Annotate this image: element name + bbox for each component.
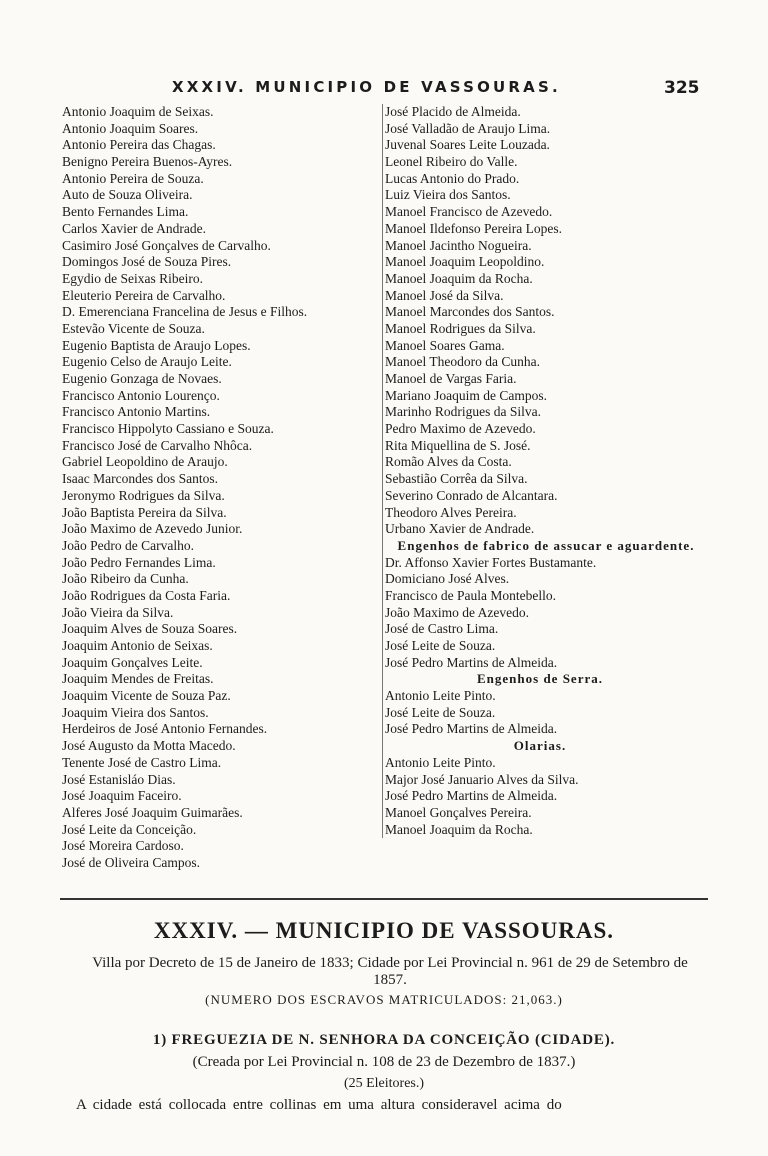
name-entry: Bento Fernandes Lima.: [62, 204, 189, 220]
name-entry: Alferes José Joaquim Guimarães.: [62, 804, 243, 820]
name-entry: José de Oliveira Campos.: [62, 854, 200, 870]
name-entry: Romão Alves da Costa.: [385, 454, 512, 470]
name-entry: Domingos José de Souza Pires.: [62, 254, 232, 270]
name-entry: Mariano Joaquim de Campos.: [385, 387, 547, 403]
engenho-owner-entry: Antonio Leite Pinto.: [385, 688, 496, 704]
name-entry: Antonio Pereira de Souza.: [62, 170, 204, 186]
name-entry: João Maximo de Azevedo Junior.: [62, 521, 243, 537]
name-entry: José Estanisláo Dias.: [62, 771, 176, 787]
name-entry: Auto de Souza Oliveira.: [62, 187, 193, 203]
olaria-owner-entry: Antonio Leite Pinto.: [385, 754, 496, 770]
name-entry: Manoel Jacintho Nogueira.: [385, 237, 532, 253]
engenhos-serra-list: [385, 688, 695, 738]
parish-created: (Creada por Lei Provincial n. 108 de 23 de Dezembro de 1837.): [192, 1054, 576, 1070]
engenho-owner-entry: João Maximo de Azevedo.: [385, 604, 529, 620]
name-entry: João Pedro de Carvalho.: [62, 537, 194, 553]
name-entry: Sebastião Corrêa da Silva.: [385, 471, 528, 487]
name-entry: Casimiro José Gonçalves de Carvalho.: [62, 237, 271, 253]
body-paragraph-start: A cidade está collocada entre collinas em uma altura consideravel acima do: [76, 1097, 562, 1113]
name-entry: Benigno Pereira Buenos-Ayres.: [62, 154, 233, 170]
name-entry: Eugenio Gonzaga de Novaes.: [62, 371, 222, 386]
name-entry: Eleuterio Pereira de Carvalho.: [62, 287, 226, 303]
name-entry: Manoel José da Silva.: [385, 287, 504, 303]
name-entry: Eugenio Celso de Araujo Leite.: [62, 354, 232, 370]
right-name-column: [382, 104, 695, 838]
olaria-owner-entry: Manoel Joaquim da Rocha.: [385, 821, 533, 837]
engenho-owner-entry: José Leite de Souza.: [385, 638, 496, 654]
name-entry: Joaquim Vicente de Souza Paz.: [62, 688, 231, 704]
name-entry: José Augusto da Motta Macedo.: [62, 738, 236, 754]
name-entry: Antonio Joaquim Soares.: [62, 120, 199, 136]
engenhos-assucar-heading: Engenhos de fabrico de assucar e aguardente.: [397, 537, 695, 553]
name-entry: José Moreira Cardoso.: [62, 838, 184, 854]
name-entry: Manoel Ildefonso Pereira Lopes.: [385, 220, 562, 236]
name-entry: Severino Conrado de Alcantara.: [385, 487, 558, 503]
name-entry: Manoel Theodoro da Cunha.: [385, 354, 540, 370]
names-list: [385, 104, 695, 538]
slaves-count: (NUMERO DOS ESCRAVOS MATRICULADOS: 21,063.): [205, 992, 563, 1007]
name-entry: Joaquim Alves de Souza Soares.: [62, 621, 238, 637]
name-entry: João Pedro Fernandes Lima.: [62, 554, 216, 570]
olaria-owner-entry: Major José Januario Alves da Silva.: [385, 771, 579, 787]
name-entry: José Valladão de Araujo Lima.: [385, 120, 551, 136]
name-entry: Manoel Marcondes dos Santos.: [385, 304, 555, 320]
name-entry: Urbano Xavier de Andrade.: [385, 521, 535, 537]
engenho-owner-entry: José Pedro Martins de Almeida.: [385, 654, 558, 670]
engenhos-serra-heading: Engenhos de Serra.: [477, 671, 603, 687]
name-entry: Herdeiros de José Antonio Fernandes.: [62, 721, 268, 737]
name-entry: Francisco Antonio Lourenço.: [62, 387, 220, 403]
name-entry: Joaquim Antonio de Seixas.: [62, 638, 213, 653]
page-number: 325: [664, 78, 700, 98]
name-entry: Leonel Ribeiro do Valle.: [385, 154, 518, 170]
olaria-owner-entry: Manoel Gonçalves Pereira.: [385, 804, 532, 820]
name-entry: José Placido de Almeida.: [385, 104, 521, 119]
name-entry: Manoel Francisco de Azevedo.: [385, 204, 553, 220]
name-entry: Francisco Hippolyto Cassiano e Souza.: [62, 421, 274, 437]
section-divider: [60, 898, 708, 900]
name-entry: Eugenio Baptista de Araujo Lopes.: [62, 337, 251, 353]
name-entry: Joaquim Vieira dos Santos.: [62, 704, 209, 720]
olarias-heading: Olarias.: [513, 738, 567, 754]
name-entry: Manoel Soares Gama.: [385, 337, 505, 353]
engenho-owner-entry: José Leite de Souza.: [385, 704, 496, 720]
name-entry: Estevão Vicente de Souza.: [62, 320, 205, 336]
name-entry: João Vieira da Silva.: [62, 604, 174, 620]
name-entry: Francisco José de Carvalho Nhôca.: [62, 437, 253, 453]
name-entry: José Joaquim Faceiro.: [62, 788, 182, 804]
name-entry: Joaquim Gonçalves Leite.: [62, 654, 203, 670]
left-name-column: [62, 104, 377, 872]
name-entry: Egydio de Seixas Ribeiro.: [62, 270, 203, 286]
name-entry: Gabriel Leopoldino de Araujo.: [62, 454, 228, 470]
name-entry: Francisco Antonio Martins.: [62, 404, 211, 420]
name-entry: Manoel Joaquim Leopoldino.: [385, 254, 545, 270]
name-entry: Luiz Vieira dos Santos.: [385, 187, 511, 203]
name-entry: Manoel Rodrigues da Silva.: [385, 320, 536, 336]
name-entry: José Leite da Conceição.: [62, 821, 197, 837]
running-title: XXXIV. MUNICIPIO DE VASSOURAS.: [172, 78, 561, 96]
name-entry: João Ribeiro da Cunha.: [62, 571, 189, 587]
engenho-owner-entry: José Pedro Martins de Almeida.: [385, 721, 558, 737]
name-entry: Rita Miquellina de S. José.: [385, 437, 531, 453]
name-entry: Carlos Xavier de Andrade.: [62, 220, 206, 236]
name-entry: Manoel de Vargas Faria.: [385, 371, 517, 386]
name-entry: Antonio Pereira das Chagas.: [62, 137, 216, 153]
engenho-owner-entry: Francisco de Paula Montebello.: [385, 587, 556, 603]
name-entry: Marinho Rodrigues da Silva.: [385, 404, 541, 420]
parish-title: 1) FREGUEZIA DE N. SENHORA DA CONCEIÇÃO (CIDADE).: [152, 1032, 616, 1048]
name-entry: Tenente José de Castro Lima.: [62, 754, 222, 770]
name-entry: Pedro Maximo de Azevedo.: [385, 421, 536, 437]
engenho-owner-entry: Dr. Affonso Xavier Fortes Bustamante.: [385, 554, 597, 570]
name-entry: Manoel Joaquim da Rocha.: [385, 270, 533, 286]
name-entry: João Baptista Pereira da Silva.: [62, 504, 227, 520]
running-head: [0, 78, 768, 102]
name-entry: Joaquim Mendes de Freitas.: [62, 671, 214, 687]
name-entry: Antonio Joaquim de Seixas.: [62, 104, 214, 119]
name-entry: D. Emerenciana Francelina de Jesus e Filhos.: [62, 304, 308, 320]
olaria-owner-entry: José Pedro Martins de Almeida.: [385, 788, 558, 804]
parish-electors: (25 Eleitores.): [343, 1076, 425, 1091]
name-entry: Juvenal Soares Leite Louzada.: [385, 137, 550, 153]
olarias-list: [385, 755, 695, 838]
name-entry: Lucas Antonio do Prado.: [385, 170, 520, 186]
engenho-owner-entry: Domiciano José Alves.: [385, 571, 510, 587]
name-entry: Theodoro Alves Pereira.: [385, 504, 517, 520]
decree-text: Villa por Decreto de 15 de Janeiro de 1833; Cidade por Lei Provincial n. 961 de 29 de Setembro de 1857.: [92, 955, 688, 988]
engenhos-assucar-list: [385, 555, 695, 672]
engenho-owner-entry: José de Castro Lima.: [385, 621, 499, 637]
name-entry: Isaac Marcondes dos Santos.: [62, 471, 218, 487]
section-title: XXXIV. — MUNICIPIO DE VASSOURAS.: [153, 918, 615, 943]
name-entry: Jeronymo Rodrigues da Silva.: [62, 487, 225, 503]
name-entry: João Rodrigues da Costa Faria.: [62, 587, 231, 603]
